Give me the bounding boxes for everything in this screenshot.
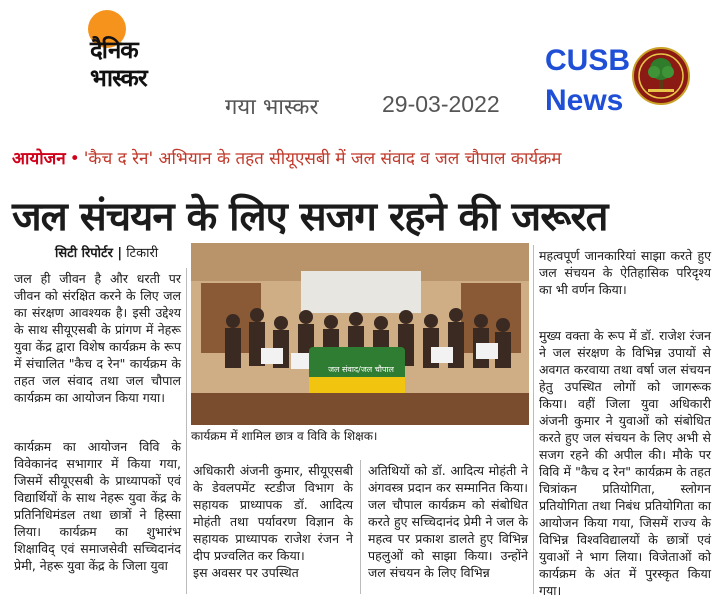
column-2	[193, 462, 353, 581]
paragraph: अतिथियों को डॉ. आदित्य मोहंती ने अंगवस्त्र प्रदान कर सम्मानित किया। जल चौपाल कार्यक्रम को संबोधित करते हुए सच्चिदानंद प्रेमी ने जल के महत्व पर प्रकाश डालते हुए विभिन्न पहलुओं को साझा किया। उन्होंने जल संचयन के लिए विभिन्न	[368, 463, 528, 580]
byline-separator: |	[112, 246, 123, 261]
column-3	[368, 462, 528, 581]
kicker: आयोजन	[12, 149, 66, 169]
column-divider	[186, 268, 187, 594]
paragraph: इस अवसर पर उपस्थित	[193, 565, 299, 580]
cusb-label: CUSB	[545, 44, 631, 77]
university-emblem-icon	[632, 47, 690, 105]
photo-caption: कार्यक्रम में शामिल छात्र व विवि के शिक्षक।	[191, 429, 378, 443]
paragraph: मुख्य वक्ता के रूप में डॉ. राजेश रंजन ने जल संरक्षण के विभिन्न उपायों से अवगत करवाया तथा वर्षा जल संचयन हेतु उपस्थित लोगों को जागरूक किया। वहीं जिला युवा अधिकारी अंजनी कुमार ने युवाओं को संबोधित करते हुए जल संचयन के लिए अभी से सजग रहने की अपील की। मौके पर विवि में "कैच द रेन" कार्यक्रम के तहत चित्रांकन प्रतियोगिता, स्लोगन प्रतियोगिता तथा निबंध प्रतियोगिता का आयोजन किया गया, जिसमें राज्य के विभिन्न विश्वविद्यालयों के छात्रों एवं युवाओं ने भाग लिया। विजेताओं को कार्यक्रम के अंत में पुरस्कृत किया गया।	[539, 328, 711, 598]
edition-name: गया भास्कर	[225, 95, 319, 120]
headline: जल संचयन के लिए सजग रहने की जरूरत	[12, 194, 608, 240]
kicker-row	[12, 146, 712, 174]
event-photo	[191, 243, 529, 425]
column-4-para-1	[539, 247, 711, 298]
column-divider	[533, 245, 534, 594]
column-4-para-2	[539, 327, 711, 599]
bullet-icon: •	[69, 149, 80, 169]
paragraph: महत्वपूर्ण जानकारियां साझा करते हुए जल संचयन के ऐतिहासिक परिदृश्य का भी वर्णन किया।	[539, 248, 711, 297]
column-1-para-1	[14, 270, 181, 406]
photo-banner-label: जल संवाद/जल चौपाल	[328, 365, 394, 374]
byline-place: टिकारी	[126, 246, 159, 261]
column-1-para-2	[14, 438, 181, 574]
paragraph: अधिकारी अंजनी कुमार, सीयूएसबी के डेवलपमेंट स्टडीज विभाग के सहायक प्राध्यापक डॉ. आदित्य मोहंती तथा पर्यावरण विज्ञान के सहायक प्राध्यापक राजेश रंजन ने दीप प्रज्वलित कर किया।	[193, 463, 353, 563]
newspaper-logo: दैनिक भास्कर	[90, 36, 147, 92]
byline	[55, 243, 158, 261]
byline-reporter: सिटी रिपोर्टर	[55, 246, 113, 261]
paragraph: जल ही जीवन है और धरती पर जीवन को संरक्षित करने के लिए जल का संरक्षण आवश्यक है। इसी उद्देश्य के साथ सीयूएसबी के प्रांगण में नेहरू युवा केंद्र द्वारा विशेष कार्यक्रम के रूप में संचालित "कैच द रेन" कार्यक्रम के तहत जल संवाद तथा जल चौपाल कार्यक्रम का आयोजन किया गया।	[14, 271, 181, 405]
paragraph: कार्यक्रम का आयोजन विवि के विवेकानंद सभागार में किया गया, जिसमें सीयूएसबी के प्राध्यापकों एवं विद्यार्थियों के साथ नेहरू युवा केंद्र के प्रतिनिधिमंडल तथा छात्रों ने हिस्सा लिया। कार्यक्रम का शुभारंभ शिक्षाविद् एवं समाजसेवी सच्चिदानंद प्रेमी, नेहरू युवा केंद्र के जिला युवा	[14, 439, 181, 573]
column-divider	[360, 460, 361, 594]
subheadline: 'कैच द रेन' अभियान के तहत सीयूएसबी में जल संवाद व जल चौपाल कार्यक्रम	[83, 149, 562, 169]
news-label: News	[545, 84, 624, 117]
issue-date: 29-03-2022	[382, 91, 500, 117]
